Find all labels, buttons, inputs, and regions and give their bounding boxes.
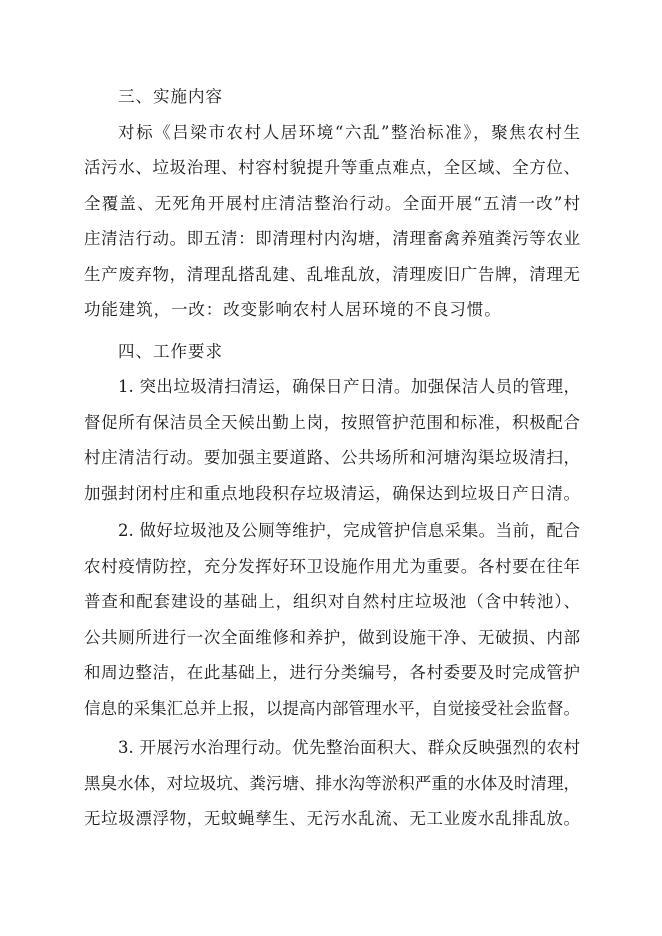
- document-body: [84, 79, 580, 837]
- paragraph-line: 2. 做好垃圾池及公厕等维护，完成管护信息采集。当前，配合: [118, 521, 580, 540]
- section-heading-implementation: 三、实施内容: [118, 87, 223, 106]
- paragraph-line: 3. 开展污水治理行动。优先整治面积大、群众反映强烈的农村: [118, 738, 580, 757]
- paragraph-line: 和周边整洁，在此基础上，进行分类编号，各村委要及时完成管护: [84, 663, 580, 682]
- paragraph-line: 信息的采集汇总并上报，以提高内部管理水平，自觉接受社会监督。: [84, 698, 580, 718]
- paragraph-implementation-content: [84, 115, 580, 328]
- paragraph-line: 加强封闭村庄和重点地段积存垃圾清运，确保达到垃圾日产日清。: [84, 483, 580, 503]
- paragraph-requirement-3: [84, 730, 580, 837]
- paragraph-line: 全覆盖、无死角开展村庄清洁整治行动。全面开展“五清一改”村: [84, 193, 580, 213]
- paragraph-line: 庄清洁行动。即五清：即清理村内沟塘，清理畜禽养殖粪污等农业: [84, 229, 580, 248]
- paragraph-line: 对标《吕梁市农村人居环境“六乱”整治标准》，聚焦农村生: [118, 122, 580, 142]
- paragraph-requirement-1: [84, 369, 580, 511]
- paragraph-line: 村庄清洁行动。要加强主要道路、公共场所和河塘沟渠垃圾清扫，: [84, 448, 580, 467]
- paragraph-line: 生产废弃物，清理乱搭乱建、乱堆乱放，清理废旧广告牌，清理无: [84, 264, 580, 284]
- paragraph-line: 普查和配套建设的基础上，组织对自然村庄垃圾池（含中转池）、: [84, 592, 580, 611]
- paragraph-requirement-2: [84, 513, 580, 726]
- paragraph-line: 活污水、垃圾治理、村容村貌提升等重点难点，全区域、全方位、: [84, 158, 580, 177]
- paragraph-line: 1. 突出垃圾清扫清运，确保日产日清。加强保洁人员的管理，: [118, 377, 580, 396]
- paragraph-line: 无垃圾漂浮物，无蚊蝇孳生、无污水乱流、无工业废水乱排乱放。: [84, 809, 580, 828]
- paragraph-line: 公共厕所进行一次全面维修和养护，做到设施干净、无破损、内部: [84, 627, 580, 647]
- paragraph-line: 农村疫情防控，充分发挥好环卫设施作用尤为重要。各村要在往年: [84, 556, 580, 576]
- section-heading-work-requirements: 四、工作要求: [118, 341, 223, 361]
- paragraph-line: 功能建筑，一改：改变影响农村人居环境的不良习惯。: [84, 300, 502, 319]
- paragraph-line: 督促所有保洁员全天候出勤上岗，按照管护范围和标准，积极配合: [84, 412, 580, 432]
- paragraph-line: 黑臭水体，对垃圾坑、粪污塘、排水沟等淤积严重的水体及时清理，: [84, 773, 580, 793]
